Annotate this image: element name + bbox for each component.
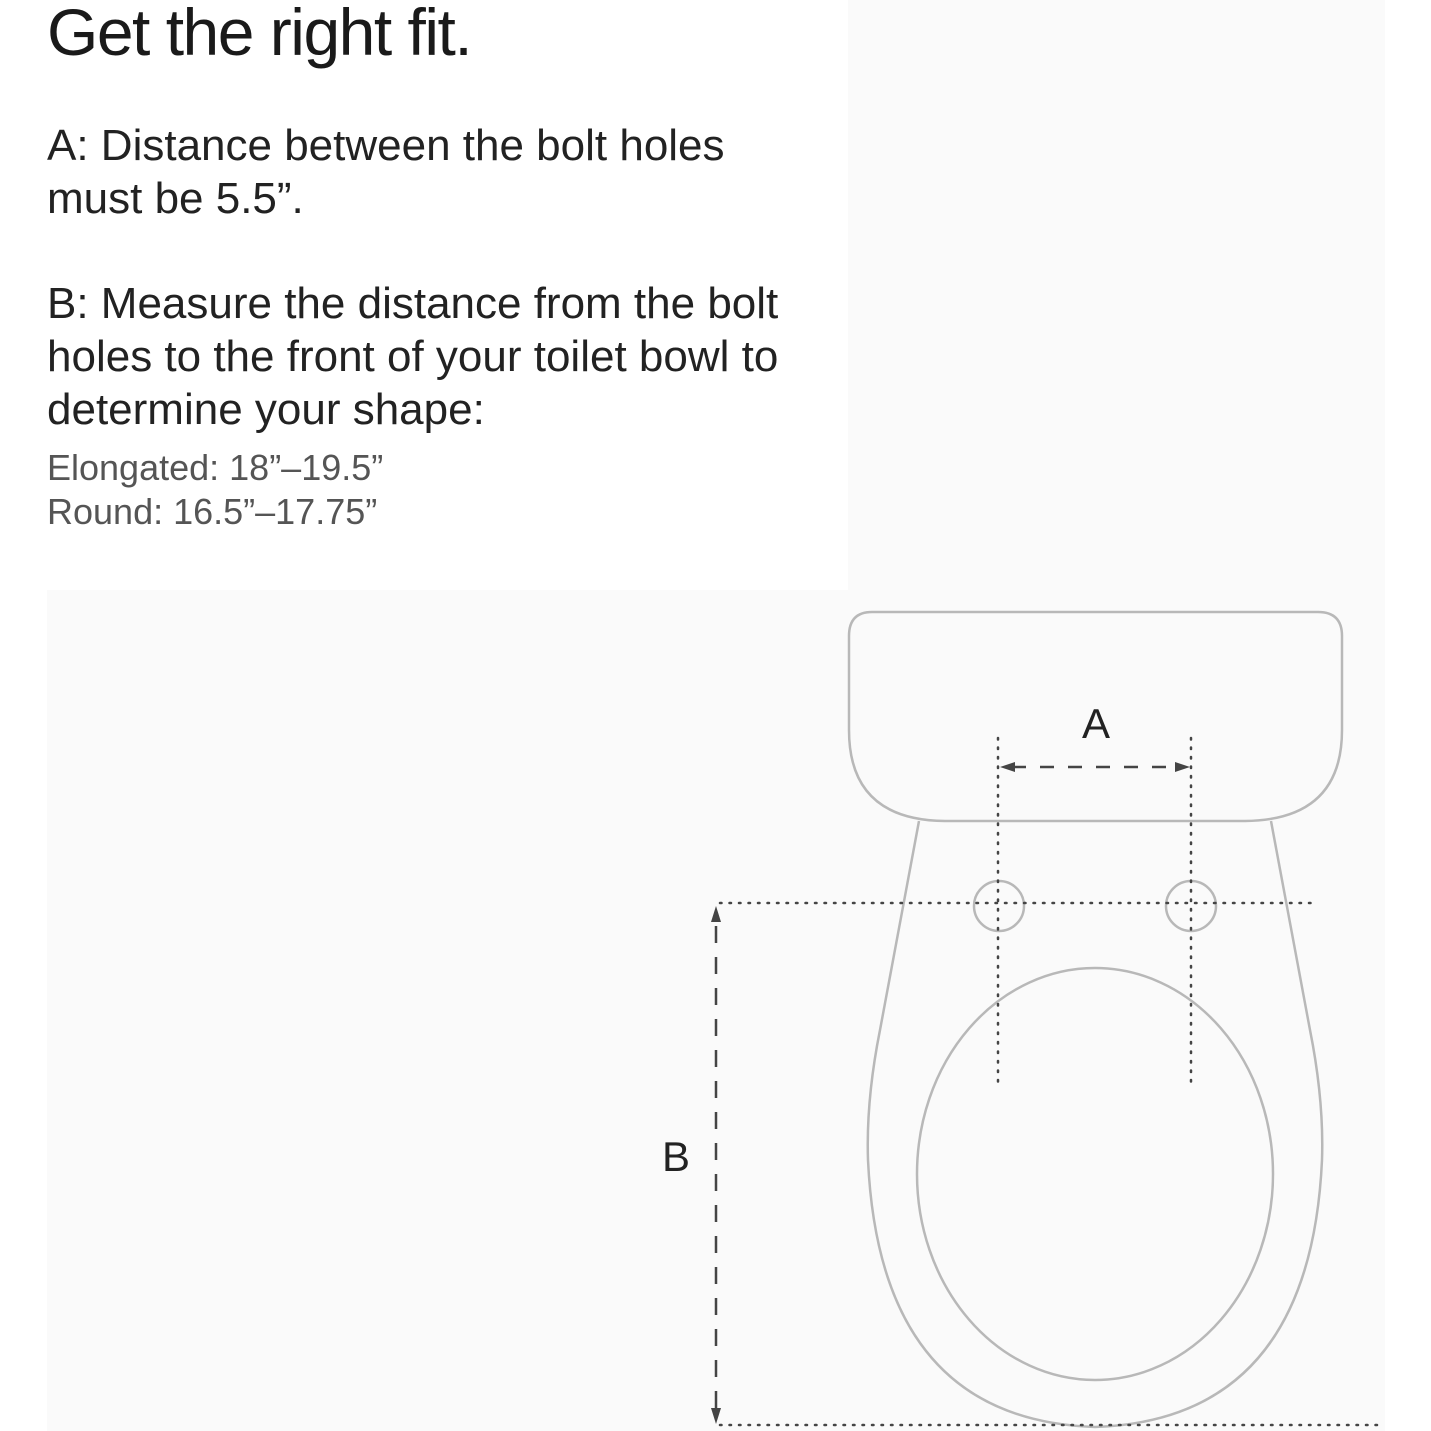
guide-lines xyxy=(720,738,1385,1425)
instruction-a: A: Distance between the bolt holes must be 5.5”. xyxy=(47,121,725,223)
bolt-hole-right xyxy=(1166,881,1216,931)
shape-elongated: Elongated: 18”–19.5” xyxy=(47,447,384,488)
shape-round: Round: 16.5”–17.75” xyxy=(47,491,378,532)
dimension-b-arrow xyxy=(711,906,721,1424)
dimension-a-arrow xyxy=(1000,762,1190,772)
dimension-a-label: A xyxy=(1081,700,1111,747)
bolt-hole-left xyxy=(974,881,1024,931)
toilet-bowl-outline xyxy=(868,821,1323,1427)
page-title: Get the right fit. xyxy=(47,0,472,69)
dimension-b-label: B xyxy=(661,1133,691,1180)
seat-opening xyxy=(917,968,1273,1380)
instruction-b: B: Measure the distance from the bolt holes to the front of your toilet bowl to determine your shape: xyxy=(47,279,779,434)
